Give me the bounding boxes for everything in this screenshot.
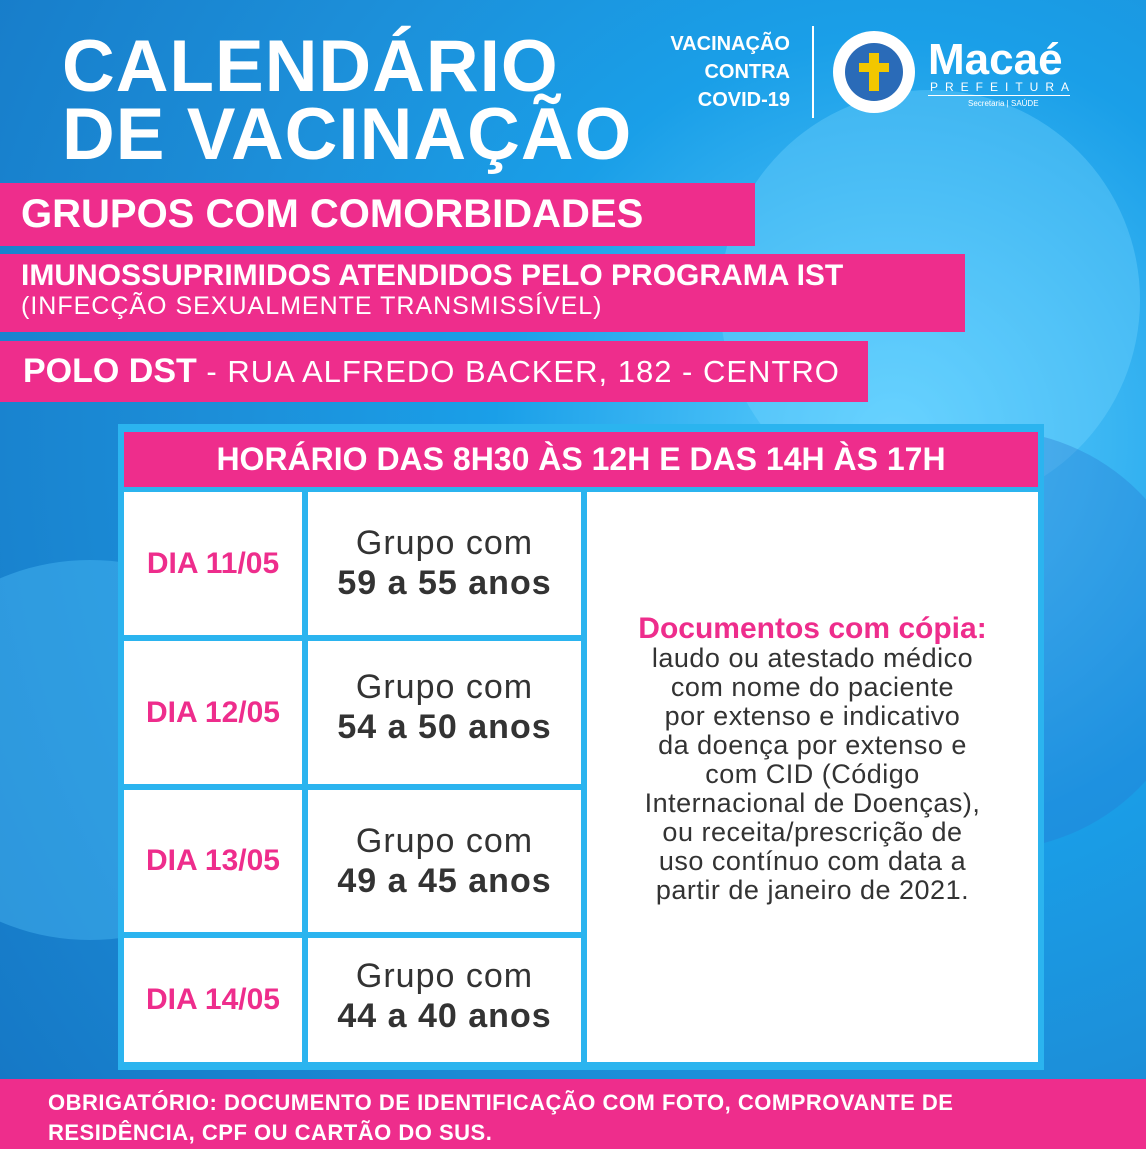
group-label: Grupo com xyxy=(355,524,534,562)
campaign-line: COVID-19 xyxy=(697,89,790,111)
campaign-line: VACINAÇÃO xyxy=(670,33,790,55)
documents-line: Internacional de Doenças), xyxy=(644,788,981,818)
group-label: Grupo com xyxy=(355,822,534,860)
header-divider xyxy=(812,26,814,118)
group-label: Grupo com xyxy=(355,957,534,995)
brand-sub: PREFEITURA xyxy=(930,80,1077,94)
footer-line: RESIDÊNCIA, CPF OU CARTÃO DO SUS. xyxy=(48,1120,493,1145)
group-cell xyxy=(308,938,581,1062)
documents-line: com CID (Código xyxy=(705,759,920,789)
schedule-hours: HORÁRIO DAS 8H30 ÀS 12H E DAS 14H ÀS 17H xyxy=(124,432,1038,487)
program-band xyxy=(0,254,965,332)
program-note: (INFECÇÃO SEXUALMENTE TRANSMISSÍVEL) xyxy=(21,292,603,320)
day-cell xyxy=(124,790,302,932)
age-range: 49 a 45 anos xyxy=(337,862,552,900)
documents-line: com nome do paciente xyxy=(670,672,955,702)
documents-line: laudo ou atestado médico xyxy=(651,643,974,673)
brand-name: Macaé xyxy=(928,35,1063,84)
day-cell xyxy=(124,641,302,784)
documents-title: Documentos com cópia: xyxy=(638,612,987,645)
brand-divider xyxy=(928,95,1070,96)
day-label: DIA 12/05 xyxy=(146,696,280,729)
day-label: DIA 14/05 xyxy=(146,983,280,1016)
requirements-footer xyxy=(0,1079,1146,1149)
age-range: 54 a 50 anos xyxy=(337,708,552,746)
group-cell xyxy=(308,790,581,932)
campaign-line: CONTRA xyxy=(704,61,790,83)
documents-text xyxy=(587,644,1038,905)
documents-line: uso contínuo com data a xyxy=(658,846,967,876)
group-cell xyxy=(308,641,581,784)
group-label: Grupo com xyxy=(355,668,534,706)
age-range: 44 a 40 anos xyxy=(337,997,552,1035)
city-seal-icon xyxy=(833,31,915,113)
day-cell xyxy=(124,492,302,635)
documents-cell xyxy=(587,492,1038,1062)
day-cell xyxy=(124,938,302,1062)
day-label: DIA 11/05 xyxy=(146,547,280,580)
location-band xyxy=(0,341,868,402)
title-line-1: CALENDÁRIO xyxy=(62,26,559,107)
title-line-2: DE VACINAÇÃO xyxy=(62,94,633,175)
documents-line: da doença por extenso e xyxy=(658,730,967,760)
campaign-label xyxy=(640,30,790,114)
footer-line: OBRIGATÓRIO: DOCUMENTO DE IDENTIFICAÇÃO COM FOTO, COMPROVANTE DE xyxy=(48,1090,954,1115)
documents-line: ou receita/prescrição de xyxy=(662,817,963,847)
group-title: GRUPOS COM COMORBIDADES xyxy=(0,183,755,246)
group-cell xyxy=(308,492,581,635)
documents-line: partir de janeiro de 2021. xyxy=(655,875,970,905)
location-name: POLO DST xyxy=(23,352,197,390)
documents-line: por extenso e indicativo xyxy=(664,701,961,731)
location-address: - RUA ALFREDO BACKER, 182 - CENTRO xyxy=(196,354,840,389)
age-range: 59 a 55 anos xyxy=(337,564,552,602)
brand-secretariat: Secretaria | SAÚDE xyxy=(968,99,1039,108)
day-label: DIA 13/05 xyxy=(146,844,280,877)
program-line: IMUNOSSUPRIMIDOS ATENDIDOS PELO PROGRAMA IST xyxy=(21,259,844,292)
